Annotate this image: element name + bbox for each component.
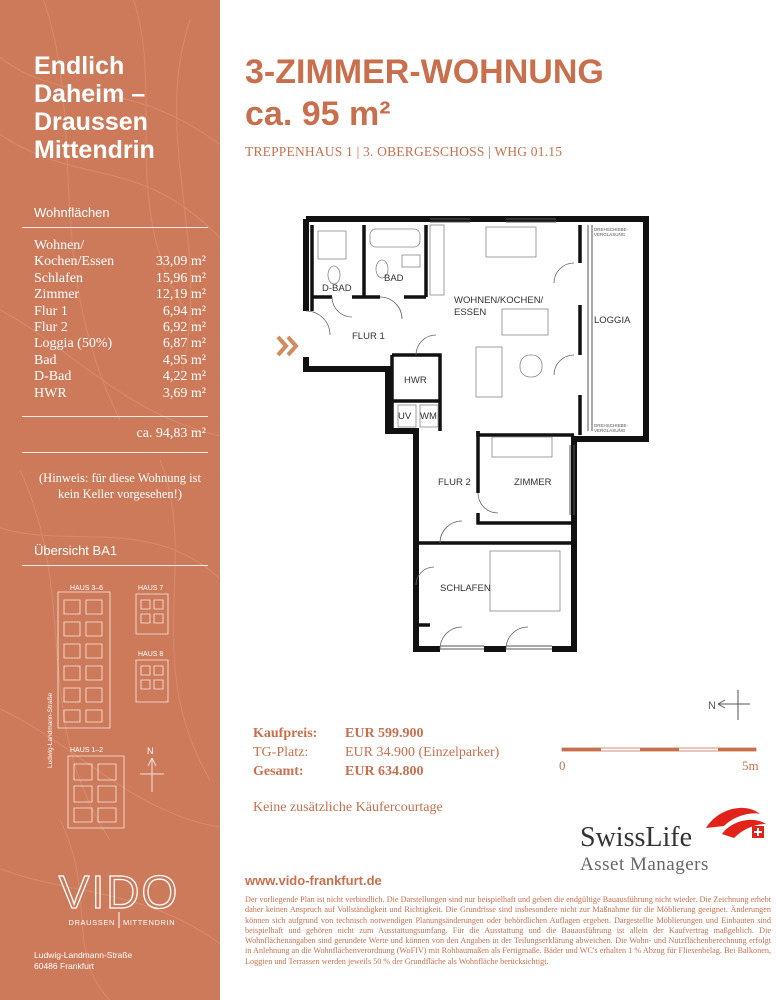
area-name: Loggia (50%) <box>34 336 113 352</box>
area-value: 15,96 m² <box>155 270 206 286</box>
area-row <box>34 353 206 369</box>
area-name: Bad <box>34 352 57 368</box>
map-label-haus-7: HAUS 7 <box>138 585 164 592</box>
website-link[interactable]: www.vido-frankfurt.de <box>245 873 382 888</box>
price-value: EUR 634.800 <box>345 764 424 779</box>
area-name: Wohnen/ <box>34 238 85 253</box>
area-name: Flur 2 <box>34 320 68 336</box>
floor-plan <box>270 205 670 665</box>
address-line: 60486 Frankfurt <box>34 961 95 971</box>
areas-heading: Wohnflächen <box>34 205 110 220</box>
vido-logo <box>44 868 194 932</box>
logo-wordmark: VIDO <box>58 868 180 918</box>
area-value: 6,87 m² <box>162 336 206 352</box>
price-value: EUR 599.900 <box>345 726 424 741</box>
overview-heading: Übersicht BA1 <box>34 543 118 558</box>
apartment-location: TREPPENHAUS 1 | 3. OBERGESCHOSS | WHG 01.15 <box>245 144 563 159</box>
map-label-haus-8: HAUS 8 <box>138 651 164 658</box>
swisslife-logo <box>578 800 770 880</box>
area-value: 3,69 m² <box>162 385 206 401</box>
area-value: 12,19 m² <box>155 287 206 303</box>
room-label-hwr: HWR <box>404 375 427 386</box>
area-row <box>34 254 206 270</box>
area-row <box>34 336 206 352</box>
tagline-line: Daheim – <box>34 80 146 108</box>
price-label: Gesamt: <box>253 764 304 779</box>
price-row <box>253 724 499 743</box>
room-label-loggia: LOGGIA <box>594 315 631 326</box>
entry-arrow-icon <box>278 337 296 355</box>
room-label-schlafen: SCHLAFEN <box>440 583 491 594</box>
price-row <box>253 743 499 762</box>
total-area: ca. 94,83 m² <box>136 426 206 441</box>
glazing-label-bottom-2: VERGLASUNG <box>594 428 626 433</box>
tagline-line: Mittendrin <box>34 136 155 164</box>
price-row <box>253 762 499 781</box>
cellar-hint: (Hinweis: für diese Wohnung ist kein Keller vorgesehen!) <box>39 471 201 501</box>
area-value: 33,09 m² <box>155 254 206 270</box>
price-label: TG-Platz: <box>253 745 309 760</box>
area-name: HWR <box>34 385 67 401</box>
divider <box>22 227 208 228</box>
room-label-uv: UV <box>398 411 412 422</box>
area-row <box>34 304 206 320</box>
tagline-line: Draussen <box>34 108 148 136</box>
swisslife-wordmark: SwissLife <box>580 822 692 853</box>
map-street-label: Ludwig-Landmann-Straße <box>47 692 54 768</box>
divider <box>22 416 208 417</box>
room-label-dbad: D-BAD <box>322 283 352 294</box>
address <box>34 950 132 972</box>
area-row <box>34 271 206 287</box>
area-row <box>34 238 206 254</box>
room-label-flur1: FLUR 1 <box>352 331 385 342</box>
glazing-label-top-2: VERGLASUNG <box>594 232 626 237</box>
room-label-zimmer: ZIMMER <box>514 477 552 488</box>
north-arrow-icon <box>706 688 752 722</box>
area-name: Flur 1 <box>34 303 68 319</box>
tagline <box>34 52 155 164</box>
area-name: Zimmer <box>34 287 80 303</box>
room-label-wm: WM <box>420 411 437 422</box>
areas-list <box>34 238 206 402</box>
area-value: 6,92 m² <box>162 320 206 336</box>
area-name: Schlafen <box>34 270 83 286</box>
glazing-label-top-1: DREHSCHIEBE- <box>594 227 629 232</box>
area-name: D-Bad <box>34 369 72 385</box>
address-line: Ludwig-Landmann-Straße <box>34 950 133 960</box>
logo-sub-right: MITTENDRIN <box>123 918 176 927</box>
price-block <box>253 724 499 781</box>
room-label-flur2: FLUR 2 <box>438 477 471 488</box>
area-row <box>34 369 206 385</box>
room-label-bad: BAD <box>384 273 404 284</box>
area-row <box>34 386 206 402</box>
room-label-wohnen-2: ESSEN <box>454 307 487 318</box>
divider <box>22 565 208 566</box>
scale-end: 5m <box>742 758 759 773</box>
sidebar <box>0 0 220 1000</box>
no-fee-note: Keine zusätzliche Käufercourtage <box>253 800 443 815</box>
map-label-haus-3-6: HAUS 3–6 <box>70 585 104 592</box>
divider <box>22 452 208 453</box>
apartment-size: ca. 95 m² <box>245 95 391 133</box>
area-value: 6,94 m² <box>162 303 206 319</box>
glazing-label-bottom-1: DREHSCHIEBE- <box>594 423 629 428</box>
map-north-label: N <box>147 746 154 756</box>
area-row <box>34 287 206 303</box>
scale-bar <box>556 745 768 775</box>
price-label: Kaufpreis: <box>253 726 318 741</box>
swisslife-sub: Asset Managers <box>580 854 709 875</box>
page-title: 3-ZIMMER-WOHNUNG <box>245 53 604 91</box>
site-overview-map <box>28 578 208 838</box>
area-value: 4,95 m² <box>162 352 206 368</box>
tagline-line: Endlich <box>34 52 125 80</box>
logo-sub-left: DRAUSSEN <box>68 918 115 927</box>
scale-start: 0 <box>559 758 566 773</box>
map-label-haus-1-2: HAUS 1–2 <box>70 747 104 754</box>
north-label: N <box>708 700 716 712</box>
map-north-arrow-icon <box>140 758 164 792</box>
room-label-wohnen-1: WOHNEN/KOCHEN/ <box>454 295 544 306</box>
area-row <box>34 320 206 336</box>
area-value: 4,22 m² <box>162 369 206 385</box>
price-value: EUR 34.900 (Einzelparker) <box>345 745 500 760</box>
disclaimer: Der vorliegende Plan ist nicht verbindlich. Die Darstellungen sind nur beispielhaft und geben die endgültige Bauausführung nicht wieder. Die Zeichnung erhebt daher keinen Anspruch auf Vollständigkeit und Richtigkeit. Die Grundrisse sind insbesondere nicht zur Maßnahme für die Möblierung geeignet. Änderungen können sich aufgrund von technisch notwendigen Planungsänderungen oder behördlichen Auflagen ergeben. Dargestellte Möblierungen und Einbauten sind beispielhaft und gehören nicht zum Ausstattungsumfang. Für die Ausstattung und die Bauausführung ist allein der Kaufvertrag maßgeblich. Die Wohnflächenangaben sind gerundete Werte und können von den Angaben in der Teilungserklärung abweichen. Die Wohn- und Nutzflächenberechnung erfolgt in Anlehnung an die Wohnflächenverordnung (WoFIV) mit Rohbaumaßen als Fertigmaße. Bäder und WC's erhalten 1 % Abzug für Fliesenbelag. Bei Balkonen, Loggien und Terrassen werden jeweils 50 % der Grundfläche als Wohnfläche berücksichtigt. <box>245 895 771 966</box>
area-name: Kochen/Essen <box>34 254 115 270</box>
